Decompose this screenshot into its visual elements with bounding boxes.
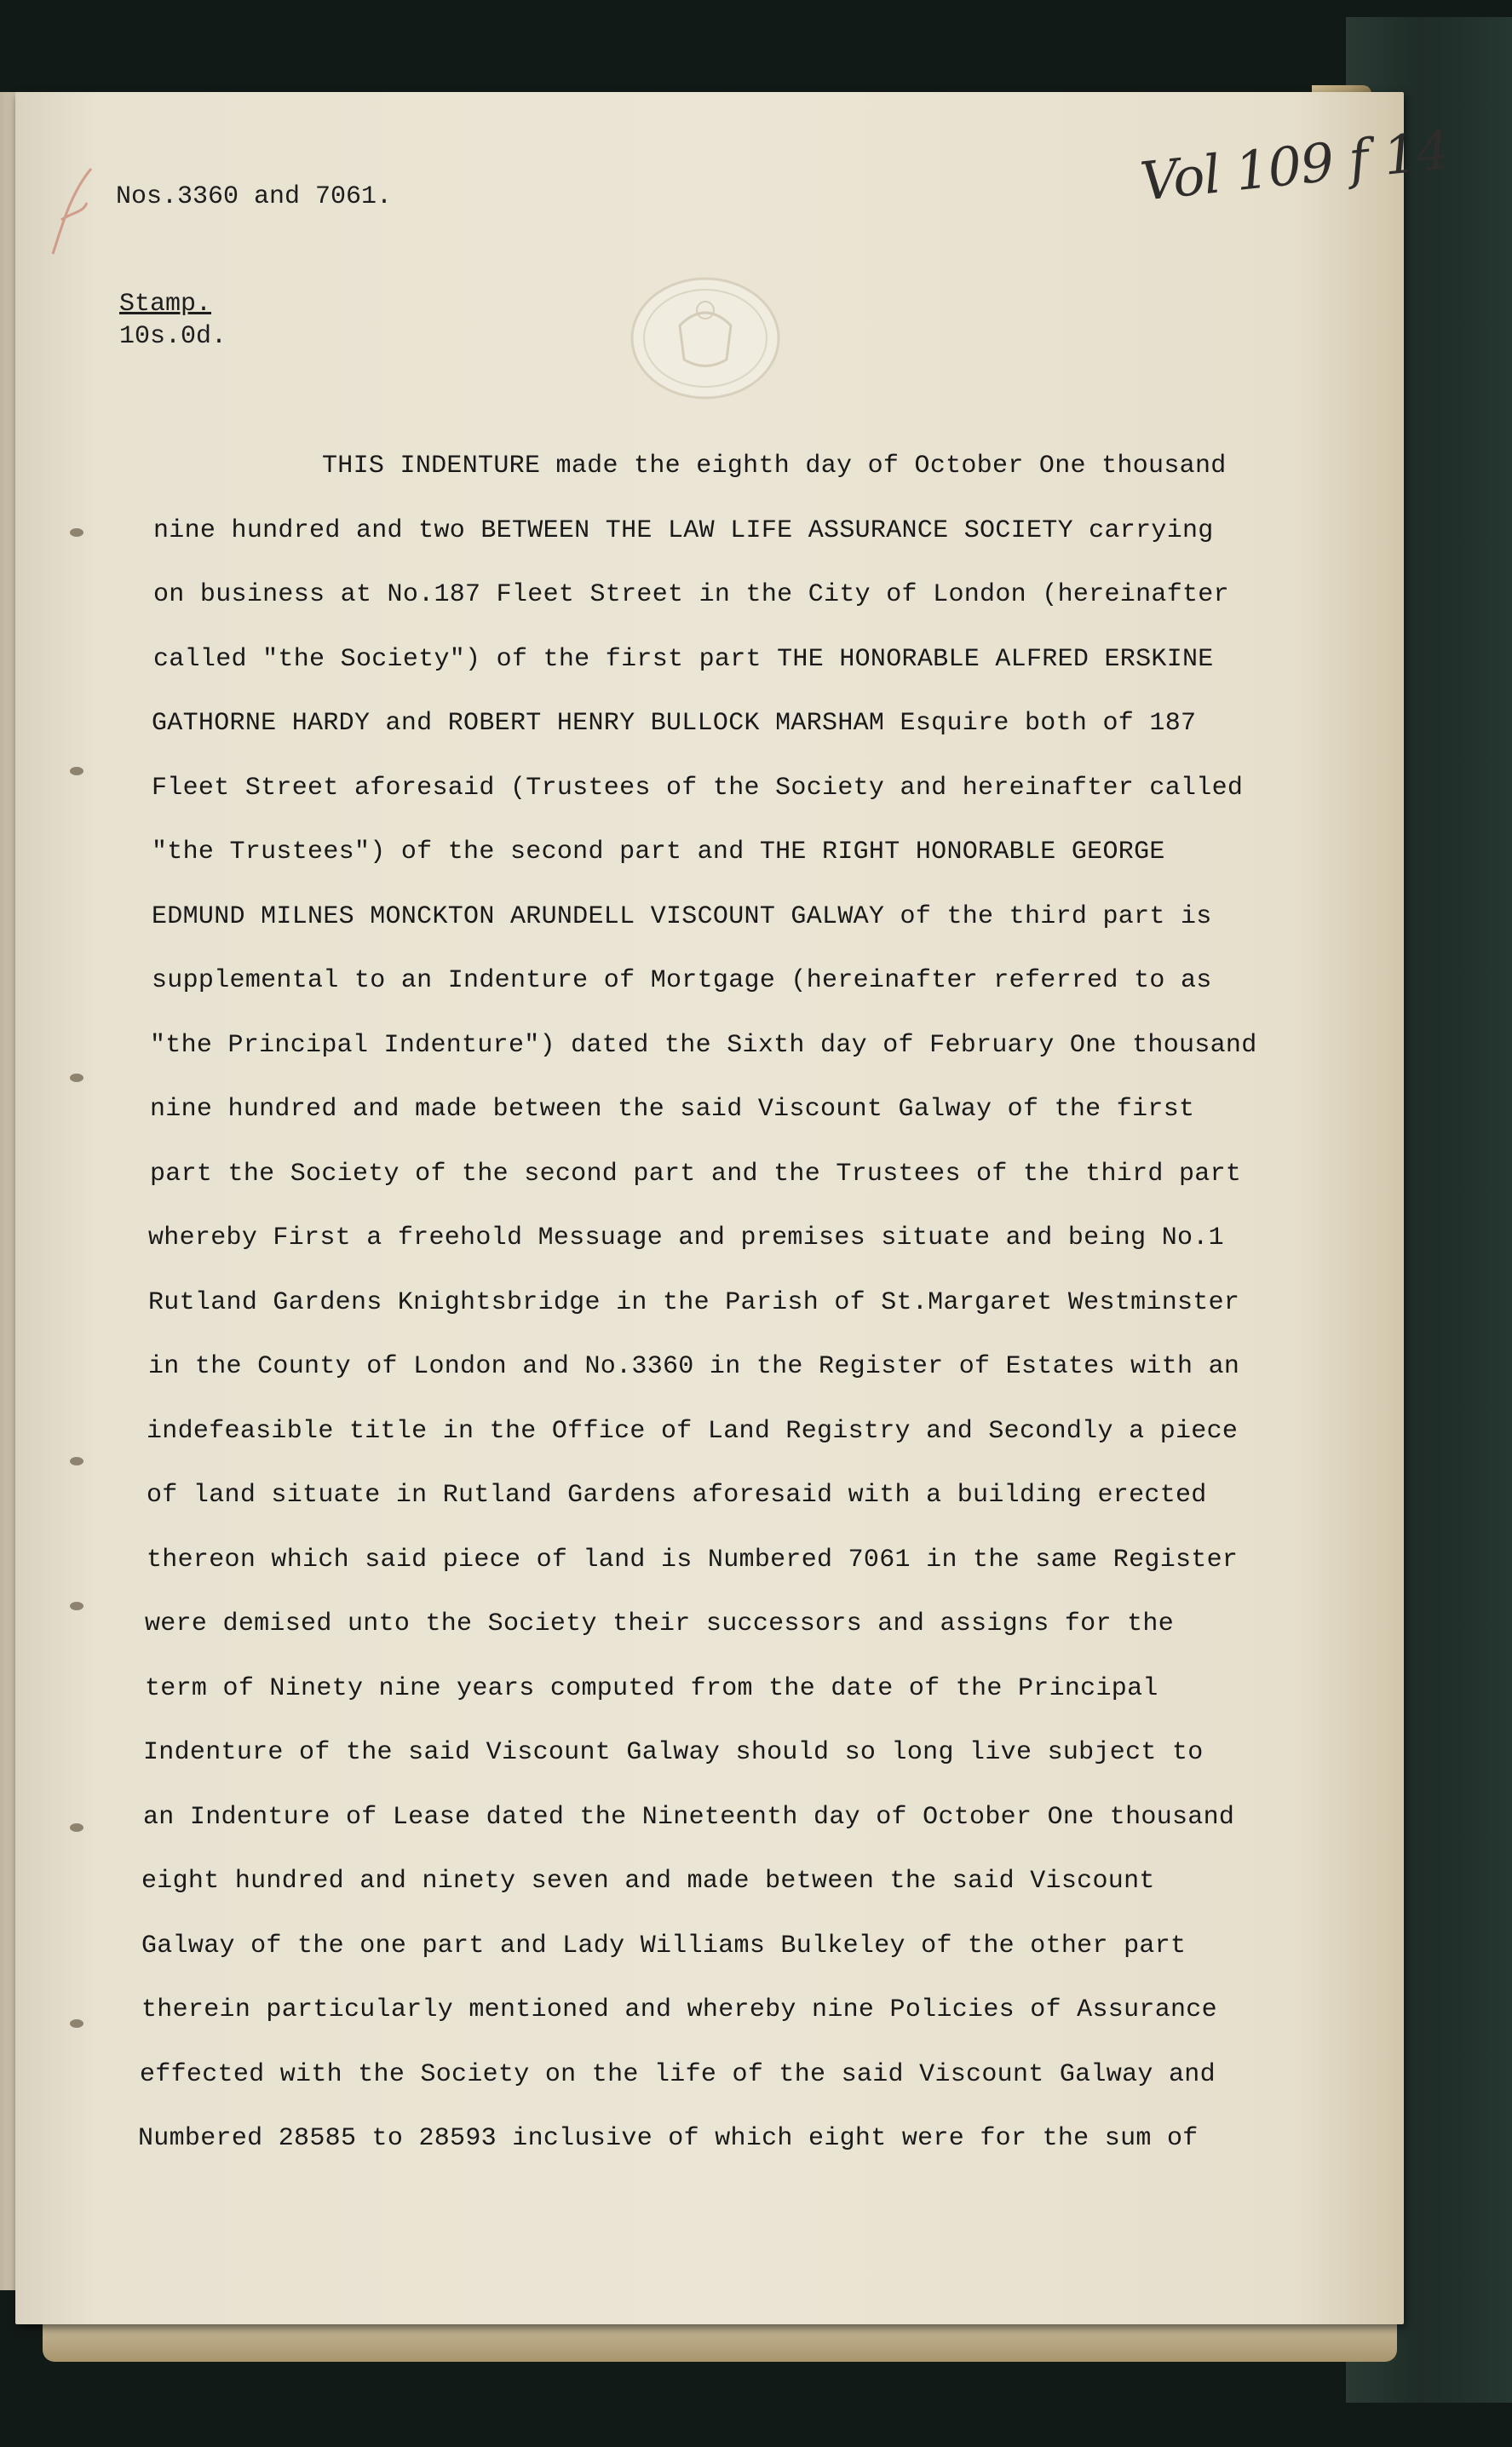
body-line: on business at No.187 Fleet Street in the City of London (hereinafter — [153, 580, 1229, 609]
body-line: THIS INDENTURE made the eighth day of October One thousand — [322, 452, 1227, 481]
body-line: EDMUND MILNES MONCKTON ARUNDELL VISCOUNT GALWAY of the third part is — [152, 902, 1212, 931]
body-line: therein particularly mentioned and whereby nine Policies of Assurance — [141, 1995, 1217, 2024]
binding-hole — [70, 1074, 83, 1082]
body-line: GATHORNE HARDY and ROBERT HENRY BULLOCK MARSHAM Esquire both of 187 — [152, 709, 1197, 738]
stamp-value: 10s.0d. — [119, 322, 227, 351]
binding-hole — [70, 1823, 83, 1832]
body-line: called "the Society") of the first part THE HONORABLE ALFRED ERSKINE — [153, 645, 1214, 674]
binding-hole — [70, 1602, 83, 1610]
embossed-seal-icon — [629, 274, 782, 402]
body-line: an Indenture of Lease dated the Nineteenth day of October One thousand — [143, 1803, 1235, 1832]
pencil-mark-icon — [44, 160, 104, 262]
body-line: Rutland Gardens Knightsbridge in the Parish of St.Margaret Westminster — [148, 1288, 1240, 1317]
body-line: were demised unto the Society their successors and assigns for the — [145, 1609, 1174, 1638]
body-line: supplemental to an Indenture of Mortgage (hereinafter referred to as — [152, 966, 1212, 995]
body-line: Indenture of the said Viscount Galway should so long live subject to — [143, 1738, 1204, 1767]
body-line: nine hundred and made between the said Viscount Galway of the first — [150, 1095, 1195, 1124]
binding-hole — [70, 2019, 83, 2028]
body-line: "the Trustees") of the second part and THE RIGHT HONORABLE GEORGE — [152, 838, 1165, 867]
body-line: whereby First a freehold Messuage and premises situate and being No.1 — [148, 1224, 1224, 1252]
body-line: eight hundred and ninety seven and made between the said Viscount — [141, 1867, 1155, 1896]
binding-hole — [70, 528, 83, 537]
stamp-label: Stamp. — [119, 290, 212, 319]
body-line: indefeasible title in the Office of Land Registry and Secondly a piece — [147, 1417, 1239, 1446]
body-line: effected with the Society on the life of the said Viscount Galway and — [140, 2060, 1216, 2089]
body-line: Fleet Street aforesaid (Trustees of the Society and hereinafter called — [152, 774, 1244, 803]
binding-hole — [70, 1457, 83, 1465]
binding-hole — [70, 767, 83, 775]
body-line: part the Society of the second part and the Trustees of the third part — [150, 1160, 1242, 1189]
body-line: Galway of the one part and Lady Williams Bulkeley of the other part — [141, 1932, 1187, 1960]
reference-numbers: Nos.3360 and 7061. — [116, 182, 393, 211]
body-line: of land situate in Rutland Gardens aforesaid with a building erected — [147, 1481, 1207, 1510]
document-page — [15, 92, 1404, 2324]
body-line: Numbered 28585 to 28593 inclusive of which eight were for the sum of — [138, 2124, 1199, 2153]
body-line: in the County of London and No.3360 in the Register of Estates with an — [148, 1352, 1240, 1381]
body-line: thereon which said piece of land is Numbered 7061 in the same Register — [147, 1546, 1239, 1575]
handwritten-volume-reference: Vol 109 f 14 — [1137, 118, 1452, 213]
body-line: nine hundred and two BETWEEN THE LAW LIFE ASSURANCE SOCIETY carrying — [153, 516, 1214, 545]
body-line: "the Principal Indenture") dated the Sixth day of February One thousand — [150, 1031, 1257, 1060]
body-line: term of Ninety nine years computed from the date of the Principal — [145, 1674, 1158, 1703]
